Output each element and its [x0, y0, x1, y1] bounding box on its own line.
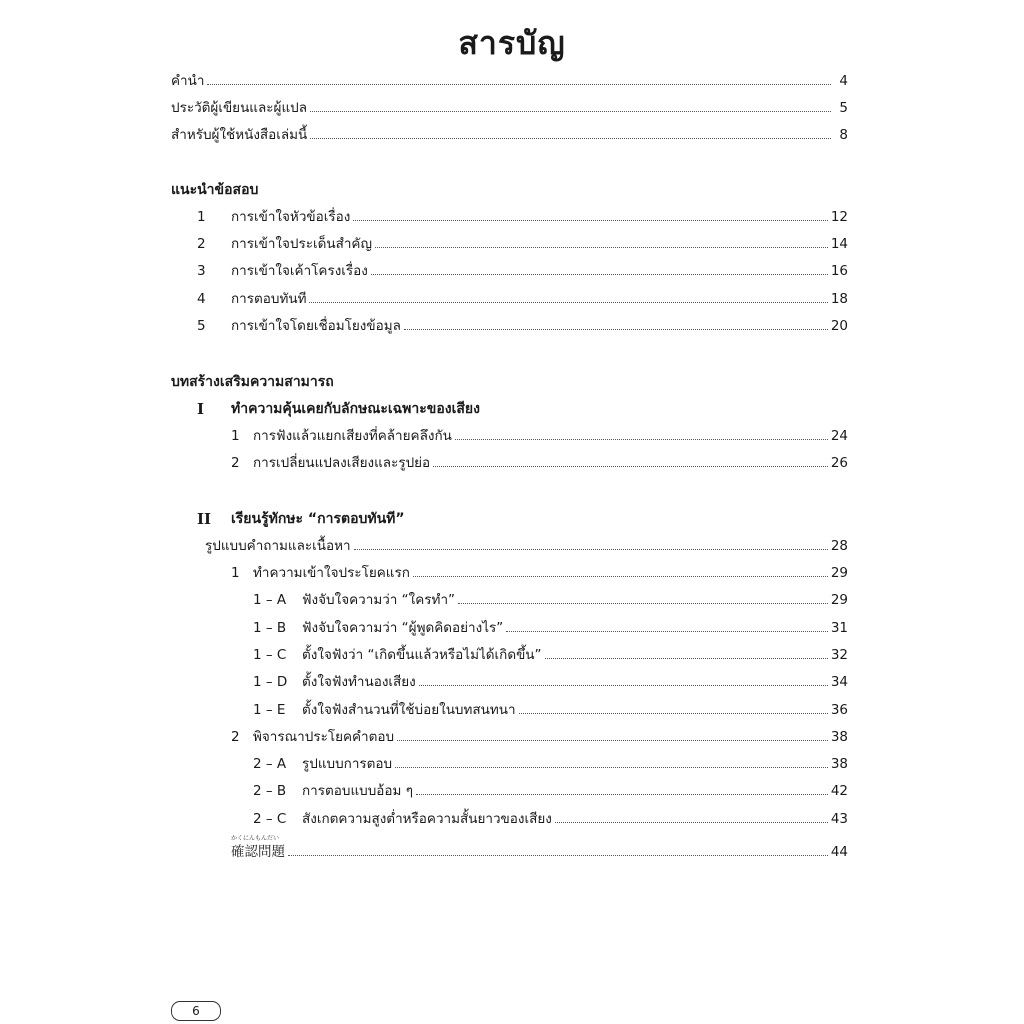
- toc-entry-part1-1[interactable]: [231, 427, 848, 445]
- toc-entry-2a[interactable]: [253, 755, 848, 773]
- part-numeral-2: II: [197, 510, 212, 528]
- section-heading-build: บทสร้างเสริมความสามารถ: [171, 374, 334, 390]
- dot-leader: [506, 631, 828, 632]
- toc-entry-1b[interactable]: [253, 619, 848, 637]
- dot-leader: [455, 439, 828, 440]
- entry-number: 2: [197, 236, 206, 252]
- dot-leader: [310, 138, 831, 139]
- entry-number: 3: [197, 263, 206, 279]
- entry-page: 43: [830, 811, 848, 827]
- entry-label: 確認問題: [231, 844, 285, 860]
- dot-leader: [354, 549, 828, 550]
- entry-page: 14: [830, 236, 848, 252]
- entry-page: 20: [830, 318, 848, 334]
- toc-entry-intro-1[interactable]: [197, 208, 848, 226]
- entry-page: 12: [830, 209, 848, 225]
- entry-number: 1 – B: [253, 620, 287, 636]
- entry-number: 1: [231, 565, 240, 581]
- entry-label: การเข้าใจหัวข้อเรื่อง: [231, 209, 351, 225]
- dot-leader: [353, 220, 828, 221]
- dot-leader: [395, 767, 828, 768]
- dot-leader: [555, 822, 828, 823]
- entry-label: การตอบทันที: [231, 291, 307, 307]
- entry-label: การเข้าใจโดยเชื่อมโยงข้อมูล: [231, 318, 401, 334]
- entry-number: 4: [197, 291, 206, 307]
- entry-label: รูปแบบคำถามและเนื้อหา: [205, 538, 351, 554]
- entry-page: 32: [830, 647, 848, 663]
- entry-label: สำหรับผู้ใช้หนังสือเล่มนี้: [171, 127, 308, 143]
- entry-label: สังเกตความสูงต่ำหรือความสั้นยาวของเสียง: [302, 811, 552, 827]
- entry-page: 28: [830, 538, 848, 554]
- entry-page: 38: [830, 729, 848, 745]
- toc-entry-intro-2[interactable]: [197, 235, 848, 253]
- entry-page: 38: [830, 756, 848, 772]
- entry-label: ประวัติผู้เขียนและผู้แปล: [171, 100, 307, 116]
- entry-number: 5: [197, 318, 206, 334]
- toc-entry-part1-2[interactable]: [231, 454, 848, 472]
- entry-page: 29: [830, 592, 848, 608]
- part-numeral-1: I: [197, 400, 205, 418]
- entry-label: รูปแบบการตอบ: [302, 756, 393, 772]
- dot-leader: [458, 603, 828, 604]
- toc-entry-part2-s1[interactable]: [231, 564, 848, 582]
- entry-number: 2 – A: [253, 756, 287, 772]
- entry-page: 24: [830, 428, 848, 444]
- entry-label: คำนำ: [171, 73, 205, 89]
- entry-number: 1: [231, 428, 240, 444]
- entry-page: 26: [830, 455, 848, 471]
- toc-entry-foreword[interactable]: [171, 72, 848, 90]
- toc-entry-author-translator[interactable]: [171, 99, 848, 117]
- entry-label: ตั้งใจฟังทำนองเสียง: [302, 674, 416, 690]
- entry-page: 36: [830, 702, 848, 718]
- toc-entry-1a[interactable]: [253, 591, 848, 609]
- part-title-2: เรียนรู้ทักษะ “การตอบทันที”: [231, 511, 405, 527]
- toc-entry-confirm-questions[interactable]: [231, 835, 848, 861]
- dot-leader: [371, 274, 828, 275]
- dot-leader: [433, 466, 828, 467]
- toc-entry-intro-3[interactable]: [197, 262, 848, 280]
- entry-number: 1 – E: [253, 702, 286, 718]
- part-title-1: ทำความคุ้นเคยกับลักษณะเฉพาะของเสียง: [231, 401, 480, 417]
- entry-page: 18: [830, 291, 848, 307]
- entry-label: ฟังจับใจความว่า “ใครทำ”: [302, 592, 456, 608]
- entry-label: ตั้งใจฟังสำนวนที่ใช้บ่อยในบทสนทนา: [302, 702, 516, 718]
- page-number-badge: 6: [171, 1001, 221, 1021]
- entry-label: การตอบแบบอ้อม ๆ: [302, 783, 413, 799]
- dot-leader: [419, 685, 828, 686]
- entry-page: 8: [839, 127, 848, 143]
- entry-page: 29: [830, 565, 848, 581]
- entry-label: การเปลี่ยนแปลงเสียงและรูปย่อ: [253, 455, 431, 471]
- dot-leader: [413, 576, 828, 577]
- entry-page: 31: [830, 620, 848, 636]
- dot-leader: [397, 740, 828, 741]
- dot-leader: [375, 247, 828, 248]
- entry-number: 1 – C: [253, 647, 287, 663]
- entry-label: ฟังจับใจความว่า “ผู้พูดคิดอย่างไร”: [302, 620, 504, 636]
- entry-number: 1: [197, 209, 206, 225]
- entry-page: 16: [830, 263, 848, 279]
- entry-label: พิจารณาประโยคคำตอบ: [253, 729, 395, 745]
- toc-entry-1c[interactable]: [253, 646, 848, 664]
- confirm-label-group: [231, 835, 285, 861]
- page-title: สารบัญ: [458, 24, 566, 62]
- toc-entry-intro-5[interactable]: [197, 317, 848, 335]
- entry-page: 42: [830, 783, 848, 799]
- dot-leader: [310, 111, 831, 112]
- entry-page: 4: [839, 73, 848, 89]
- dot-leader: [207, 84, 831, 85]
- entry-page: 34: [830, 674, 848, 690]
- entry-number: 2: [231, 455, 240, 471]
- dot-leader: [404, 329, 828, 330]
- entry-label: ตั้งใจฟังว่า “เกิดขึ้นแล้วหรือไม่ได้เกิดขึ้น”: [302, 647, 542, 663]
- entry-label: การเข้าใจประเด็นสำคัญ: [231, 236, 372, 252]
- entry-label: ทำความเข้าใจประโยคแรก: [253, 565, 410, 581]
- dot-leader: [288, 855, 828, 856]
- toc-entry-question-format[interactable]: [205, 537, 848, 555]
- toc-entry-2b[interactable]: [253, 782, 848, 800]
- entry-number: 2 – B: [253, 783, 287, 799]
- furigana: かくにんもんだい: [231, 835, 280, 842]
- dot-leader: [416, 794, 828, 795]
- entry-number: 1 – A: [253, 592, 287, 608]
- toc-entry-1e[interactable]: [253, 701, 848, 719]
- entry-page: 5: [839, 100, 848, 116]
- toc-entry-part2-s2[interactable]: [231, 728, 848, 746]
- entry-label: การเข้าใจเค้าโครงเรื่อง: [231, 263, 368, 279]
- toc-entry-1d[interactable]: [253, 673, 848, 691]
- section-heading-intro: แนะนำข้อสอบ: [171, 182, 259, 198]
- entry-number: 1 – D: [253, 674, 288, 690]
- dot-leader: [545, 658, 828, 659]
- entry-label: การฟังแล้วแยกเสียงที่คล้ายคลึงกัน: [253, 428, 452, 444]
- entry-number: 2: [231, 729, 240, 745]
- entry-page: 44: [830, 844, 848, 860]
- entry-number: 2 – C: [253, 811, 287, 827]
- dot-leader: [519, 713, 828, 714]
- dot-leader: [309, 302, 827, 303]
- toc-entry-2c[interactable]: [253, 810, 848, 828]
- toc-entry-how-to-use[interactable]: [171, 126, 848, 144]
- toc-entry-intro-4[interactable]: [197, 290, 848, 308]
